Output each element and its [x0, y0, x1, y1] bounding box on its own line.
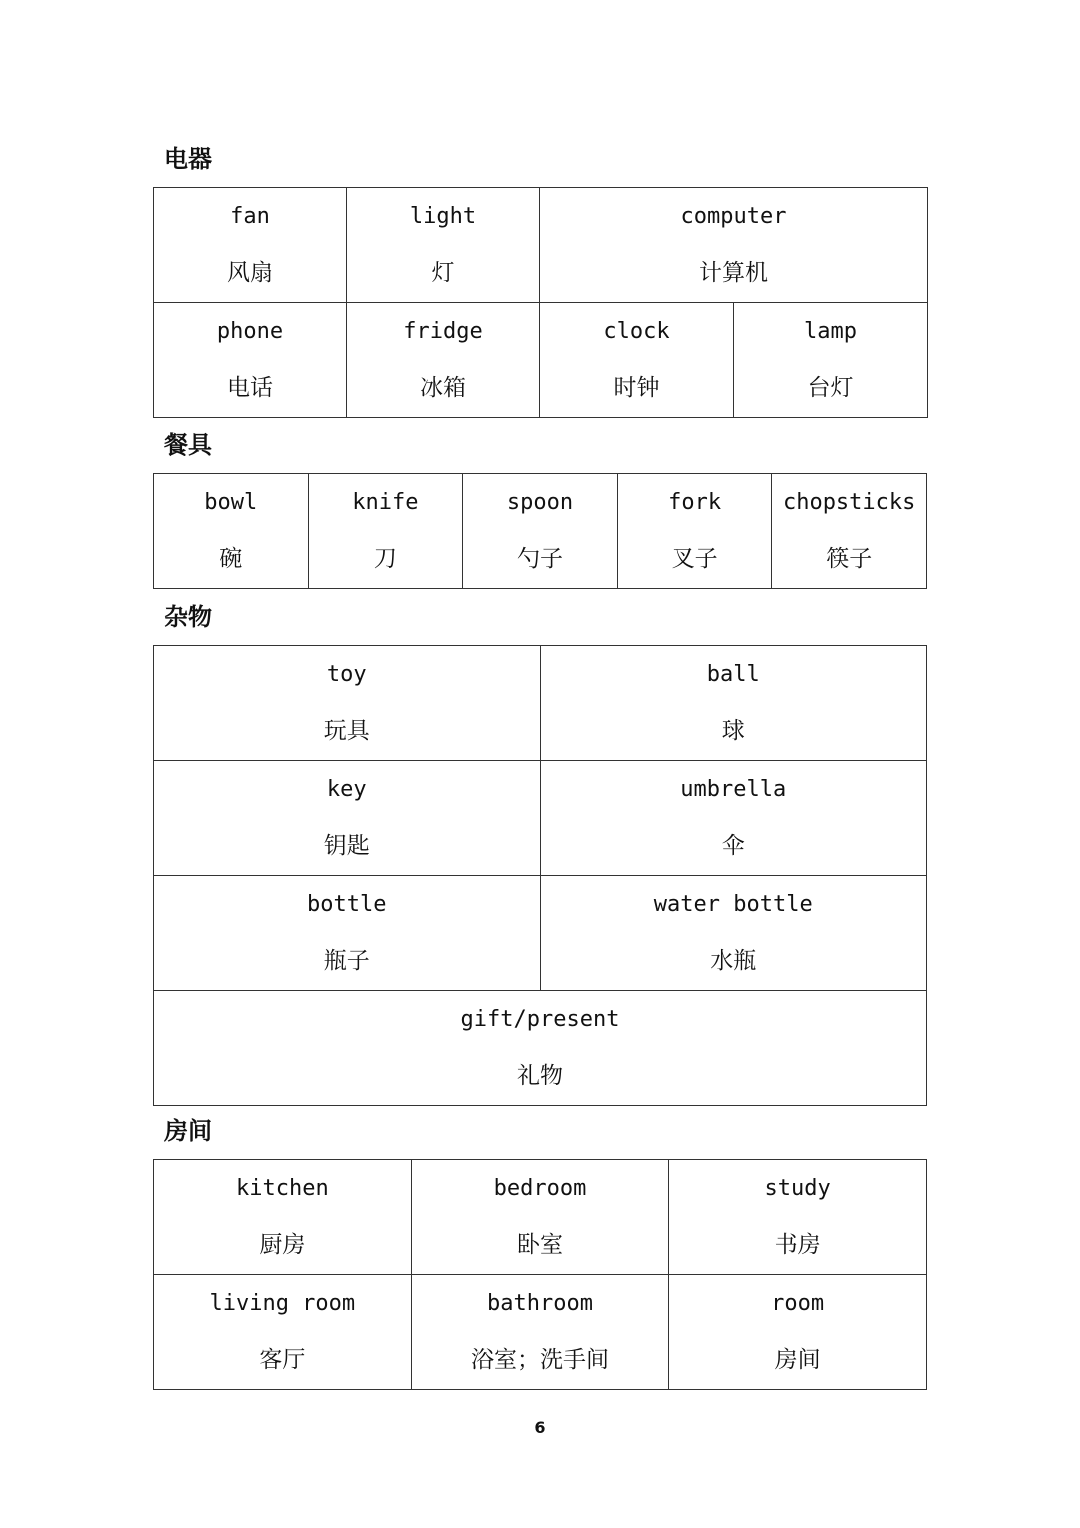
vocab-cell — [154, 1275, 412, 1390]
table-row — [154, 474, 927, 589]
vocab-cell — [154, 876, 541, 991]
chinese-word: 房间 — [774, 1347, 821, 1373]
english-word: light — [409, 204, 477, 229]
english-word: study — [764, 1176, 831, 1201]
english-word: knife — [352, 490, 419, 515]
section-heading-appliances: 电器 — [164, 145, 212, 173]
vocab-cell — [154, 303, 347, 418]
english-word: chopsticks — [782, 490, 916, 515]
chinese-word: 客厅 — [259, 1347, 306, 1373]
chinese-word: 冰箱 — [420, 375, 466, 401]
chinese-word: 浴室；洗手间 — [470, 1347, 609, 1373]
english-word: gift/present — [460, 1007, 620, 1032]
chinese-word: 球 — [721, 718, 745, 744]
section-heading-miscellaneous: 杂物 — [164, 603, 212, 631]
chinese-word: 碗 — [219, 546, 243, 572]
english-word: clock — [603, 319, 670, 344]
chinese-word: 计算机 — [699, 260, 768, 286]
vocab-cell — [308, 474, 463, 589]
english-word: room — [771, 1291, 825, 1316]
chinese-word: 瓶子 — [323, 948, 370, 974]
vocab-cell — [540, 761, 927, 876]
vocab-cell — [154, 646, 541, 761]
chinese-word: 风扇 — [227, 260, 273, 286]
table-row — [154, 1275, 927, 1390]
vocab-cell — [347, 303, 540, 418]
vocab-cell — [154, 761, 541, 876]
chinese-word: 筷子 — [826, 546, 873, 572]
english-word: spoon — [506, 490, 574, 515]
vocab-cell — [540, 876, 927, 991]
english-word: computer — [680, 204, 787, 229]
miscellaneous-table — [153, 645, 927, 1106]
vocab-cell — [617, 474, 772, 589]
vocab-cell — [540, 646, 927, 761]
english-word: umbrella — [680, 777, 787, 802]
table-row — [154, 303, 928, 418]
chinese-word: 灯 — [431, 260, 455, 286]
vocab-cell — [154, 188, 347, 303]
section-heading-rooms: 房间 — [164, 1117, 212, 1145]
table-row — [154, 761, 927, 876]
chinese-word: 时钟 — [613, 375, 660, 401]
table-row — [154, 991, 927, 1106]
chinese-word: 伞 — [721, 833, 745, 859]
chinese-word: 台灯 — [807, 375, 854, 401]
chinese-word: 厨房 — [259, 1232, 306, 1258]
english-word: bowl — [204, 490, 258, 515]
chinese-word: 水瓶 — [710, 948, 757, 974]
chinese-word: 叉子 — [671, 546, 718, 572]
page-number: 6 — [534, 1418, 546, 1437]
vocab-cell — [772, 474, 927, 589]
vocab-cell — [669, 1275, 927, 1390]
english-word: water bottle — [653, 892, 813, 917]
english-word: bedroom — [493, 1176, 587, 1201]
english-word: kitchen — [235, 1176, 329, 1201]
chinese-word: 玩具 — [323, 718, 370, 744]
english-word: bathroom — [487, 1291, 593, 1316]
vocab-cell — [734, 303, 928, 418]
english-word: bottle — [307, 892, 387, 917]
chinese-word: 刀 — [373, 546, 397, 572]
english-word: fan — [230, 204, 270, 229]
vocab-cell — [411, 1275, 669, 1390]
table-row — [154, 1160, 927, 1275]
rooms-table — [153, 1159, 927, 1390]
english-word: living room — [209, 1291, 356, 1316]
vocab-cell — [463, 474, 618, 589]
english-word: fridge — [403, 319, 483, 344]
english-word: key — [326, 777, 367, 802]
english-word: fork — [668, 490, 722, 515]
chinese-word: 礼物 — [517, 1063, 563, 1089]
vocab-cell — [154, 1160, 412, 1275]
chinese-word: 勺子 — [516, 546, 563, 572]
chinese-word: 钥匙 — [323, 833, 370, 859]
vocab-cell — [540, 303, 734, 418]
table-row — [154, 188, 928, 303]
vocab-cell — [669, 1160, 927, 1275]
chinese-word: 电话 — [227, 375, 273, 401]
english-word: lamp — [804, 319, 857, 344]
tableware-table — [153, 473, 927, 589]
appliances-table — [153, 187, 928, 418]
english-word: ball — [706, 662, 760, 687]
vocab-cell — [540, 188, 928, 303]
table-row — [154, 646, 927, 761]
table-row — [154, 876, 927, 991]
vocab-cell — [154, 991, 927, 1106]
vocab-cell — [411, 1160, 669, 1275]
english-word: toy — [326, 662, 367, 687]
chinese-word: 书房 — [774, 1232, 821, 1258]
vocab-cell — [347, 188, 540, 303]
section-heading-tableware: 餐具 — [164, 431, 212, 459]
vocab-cell — [154, 474, 309, 589]
english-word: phone — [216, 319, 284, 344]
chinese-word: 卧室 — [516, 1232, 563, 1258]
